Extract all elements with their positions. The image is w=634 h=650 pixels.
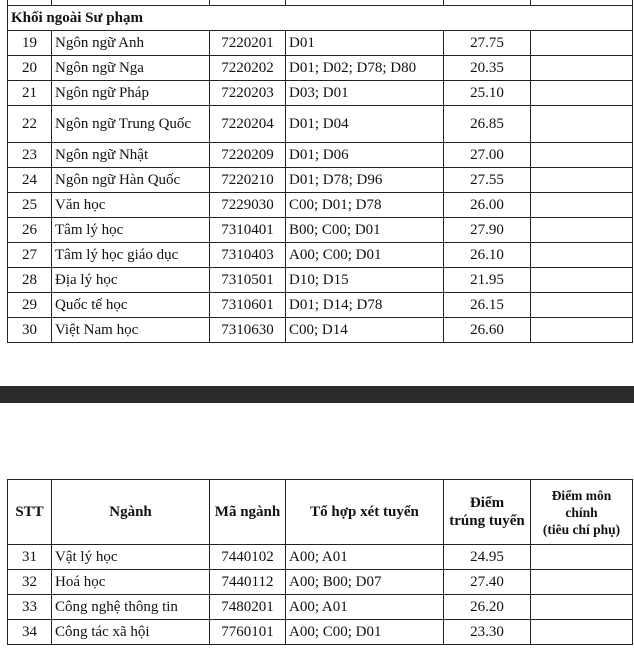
cell-stt: 21 <box>8 81 52 106</box>
cell-ma-nganh: 7220210 <box>210 168 286 193</box>
cell-stt: 29 <box>8 293 52 318</box>
cell-to-hop: D01 <box>286 31 444 56</box>
cell-to-hop: D01; D04 <box>286 106 444 143</box>
cell-diem: 24.95 <box>444 545 531 570</box>
cell-nganh: Việt Nam học <box>52 318 210 343</box>
cell-diem: 20.35 <box>444 56 531 81</box>
table-row <box>8 620 633 645</box>
cell-nganh: Công nghệ thông tin <box>52 595 210 620</box>
cell-tieu-chi-phu <box>531 81 633 106</box>
cell-ma-nganh: 7310601 <box>210 293 286 318</box>
cell-nganh: Ngôn ngữ Anh <box>52 31 210 56</box>
cell-stt: 33 <box>8 595 52 620</box>
cell-stt: 23 <box>8 143 52 168</box>
table-row <box>8 570 633 595</box>
cell-diem: 21.95 <box>444 268 531 293</box>
cell-stt: 27 <box>8 243 52 268</box>
table-row <box>8 218 633 243</box>
cell-ma-nganh: 7440102 <box>210 545 286 570</box>
cell-diem: 23.30 <box>444 620 531 645</box>
table-row <box>8 268 633 293</box>
cell-ma-nganh: 7220204 <box>210 106 286 143</box>
cell-stt: 32 <box>8 570 52 595</box>
cell-diem: 26.85 <box>444 106 531 143</box>
cell-to-hop: D10; D15 <box>286 268 444 293</box>
cell-stt: 26 <box>8 218 52 243</box>
cell-nganh: Quốc tế học <box>52 293 210 318</box>
cell-stt: 25 <box>8 193 52 218</box>
cell-nganh: Địa lý học <box>52 268 210 293</box>
cell-nganh: Văn học <box>52 193 210 218</box>
cell-stt: 34 <box>8 620 52 645</box>
cell-tieu-chi-phu <box>531 293 633 318</box>
cell-diem: 26.15 <box>444 293 531 318</box>
table-row <box>8 168 633 193</box>
cell-nganh: Ngôn ngữ Hàn Quốc <box>52 168 210 193</box>
cell-stt: 22 <box>8 106 52 143</box>
cell-nganh: Vật lý học <box>52 545 210 570</box>
cell-ma-nganh: 7480201 <box>210 595 286 620</box>
table-row <box>8 293 633 318</box>
cell-diem: 25.10 <box>444 81 531 106</box>
cell-ma-nganh: 7220203 <box>210 81 286 106</box>
cell-diem: 27.00 <box>444 143 531 168</box>
header-row <box>8 480 633 545</box>
cell-ma-nganh: 7760101 <box>210 620 286 645</box>
header-phu-line2: (tiêu chí phụ) <box>542 521 621 537</box>
cell-to-hop: C00; D14 <box>286 318 444 343</box>
cell-diem: 27.40 <box>444 570 531 595</box>
admission-table-top <box>7 0 633 343</box>
cell-to-hop: D01; D78; D96 <box>286 168 444 193</box>
table-row <box>8 595 633 620</box>
cell-diem: 26.60 <box>444 318 531 343</box>
cell-tieu-chi-phu <box>531 106 633 143</box>
table-row <box>8 545 633 570</box>
cell-tieu-chi-phu <box>531 193 633 218</box>
cell-stt: 19 <box>8 31 52 56</box>
cell-stt: 24 <box>8 168 52 193</box>
table-row <box>8 243 633 268</box>
cell-tieu-chi-phu <box>531 168 633 193</box>
cell-tieu-chi-phu <box>531 545 633 570</box>
cell-tieu-chi-phu <box>531 318 633 343</box>
cell-nganh: Ngôn ngữ Nga <box>52 56 210 81</box>
cell-stt: 28 <box>8 268 52 293</box>
cell-tieu-chi-phu <box>531 620 633 645</box>
cell-to-hop: D03; D01 <box>286 81 444 106</box>
cell-to-hop: A00; C00; D01 <box>286 243 444 268</box>
cell-ma-nganh: 7310403 <box>210 243 286 268</box>
header-to-hop: Tổ hợp xét tuyển <box>286 480 444 545</box>
cell-tieu-chi-phu <box>531 218 633 243</box>
table-row <box>8 143 633 168</box>
cell-stt: 31 <box>8 545 52 570</box>
table-row <box>8 81 633 106</box>
cell-diem: 27.55 <box>444 168 531 193</box>
cell-nganh: Hoá học <box>52 570 210 595</box>
header-tieu-chi-phu <box>531 480 633 545</box>
cell-nganh: Công tác xã hội <box>52 620 210 645</box>
cell-to-hop: A00; C00; D01 <box>286 620 444 645</box>
cell-diem: 27.90 <box>444 218 531 243</box>
cell-nganh: Ngôn ngữ Nhật <box>52 143 210 168</box>
admission-table-bottom <box>7 479 633 645</box>
cell-diem: 26.20 <box>444 595 531 620</box>
header-stt: STT <box>8 480 52 545</box>
header-nganh: Ngành <box>52 480 210 545</box>
cell-tieu-chi-phu <box>531 595 633 620</box>
cell-to-hop: A00; A01 <box>286 545 444 570</box>
cell-tieu-chi-phu <box>531 143 633 168</box>
cell-stt: 20 <box>8 56 52 81</box>
header-phu-line1: Điểm môn chính <box>551 487 612 520</box>
cell-to-hop: A00; B00; D07 <box>286 570 444 595</box>
cell-tieu-chi-phu <box>531 56 633 81</box>
table-row <box>8 318 633 343</box>
cell-ma-nganh: 7440112 <box>210 570 286 595</box>
cell-to-hop: D01; D02; D78; D80 <box>286 56 444 81</box>
cell-ma-nganh: 7310501 <box>210 268 286 293</box>
cell-ma-nganh: 7229030 <box>210 193 286 218</box>
header-diem-line2: trúng tuyển <box>449 513 525 529</box>
table-row <box>8 31 633 56</box>
cell-nganh: Ngôn ngữ Trung Quốc <box>52 106 210 143</box>
cell-tieu-chi-phu <box>531 570 633 595</box>
cell-ma-nganh: 7220201 <box>210 31 286 56</box>
cell-tieu-chi-phu <box>531 31 633 56</box>
cell-nganh: Tâm lý học <box>52 218 210 243</box>
cell-nganh: Ngôn ngữ Pháp <box>52 81 210 106</box>
cell-ma-nganh: 7220202 <box>210 56 286 81</box>
cell-nganh: Tâm lý học giáo dục <box>52 243 210 268</box>
table-row <box>8 106 633 143</box>
cell-diem: 26.00 <box>444 193 531 218</box>
section-title-row <box>8 6 633 31</box>
table-row <box>8 56 633 81</box>
cell-to-hop: C00; D01; D78 <box>286 193 444 218</box>
cell-to-hop: B00; C00; D01 <box>286 218 444 243</box>
section-title: Khối ngoài Sư phạm <box>8 6 633 31</box>
cell-to-hop: D01; D14; D78 <box>286 293 444 318</box>
cell-diem: 26.10 <box>444 243 531 268</box>
page-divider <box>0 386 634 403</box>
cell-to-hop: D01; D06 <box>286 143 444 168</box>
header-diem-line1: Điểm <box>469 495 505 511</box>
cell-ma-nganh: 7310630 <box>210 318 286 343</box>
header-diem <box>444 480 531 545</box>
cell-diem: 27.75 <box>444 31 531 56</box>
header-ma-nganh: Mã ngành <box>210 480 286 545</box>
table-row <box>8 193 633 218</box>
cell-ma-nganh: 7310401 <box>210 218 286 243</box>
cell-to-hop: A00; A01 <box>286 595 444 620</box>
cell-tieu-chi-phu <box>531 268 633 293</box>
cell-stt: 30 <box>8 318 52 343</box>
cell-ma-nganh: 7220209 <box>210 143 286 168</box>
cell-tieu-chi-phu <box>531 243 633 268</box>
